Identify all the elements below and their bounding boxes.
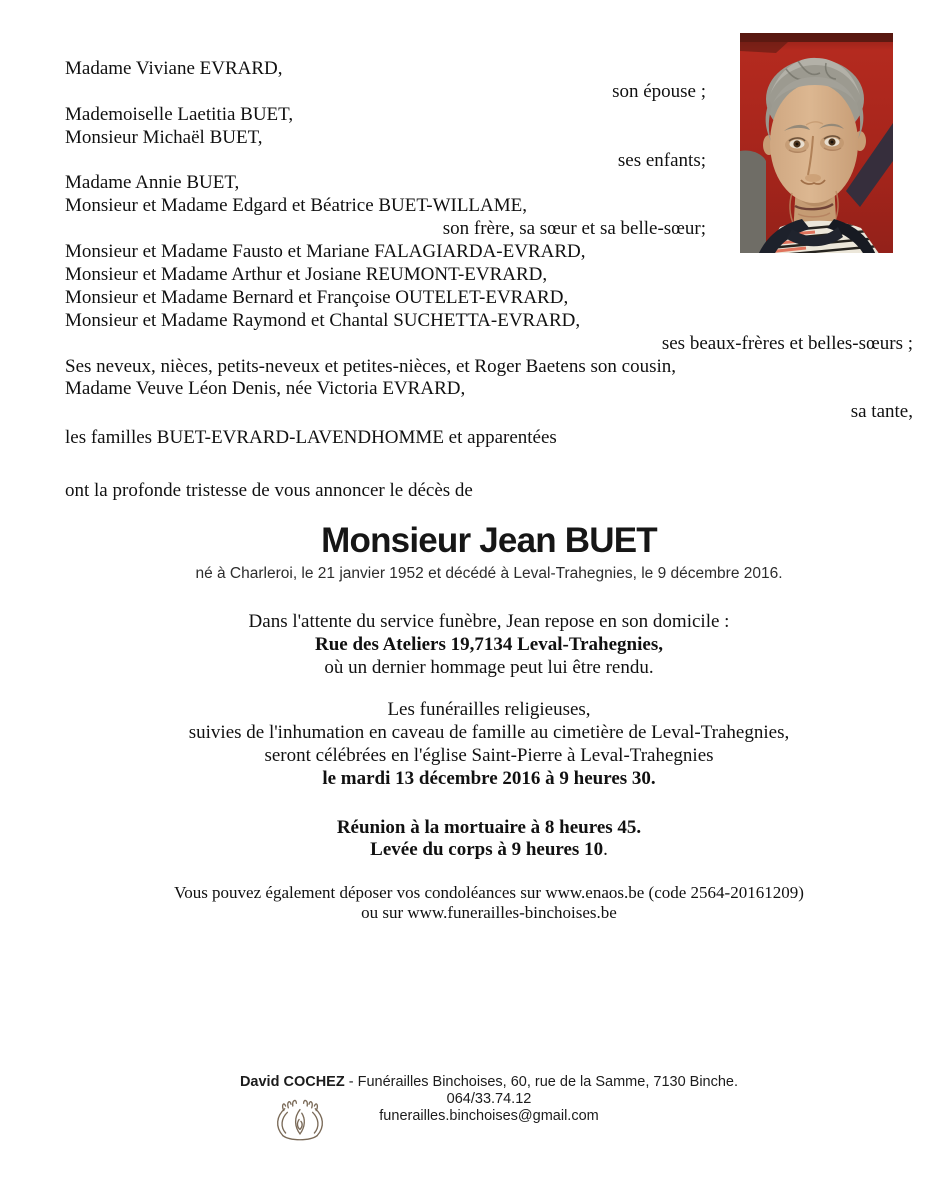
relation-label: ses enfants; xyxy=(617,149,706,171)
footer-phone: 064/33.74.12 xyxy=(446,1091,532,1108)
wake-line: Dans l'attente du service funèbre, Jean repose en son domicile : xyxy=(248,611,730,632)
family-line: Madame Viviane EVRARD, xyxy=(65,58,283,79)
family-line: Madame Annie BUET, xyxy=(65,172,240,194)
funeral-home-footer xyxy=(65,1074,913,1126)
footer-email: funerailles.binchoises@gmail.com xyxy=(379,1108,599,1125)
meeting-paragraph xyxy=(65,817,913,861)
family-line: Monsieur et Madame Bernard et Françoise OUTELET-EVRARD, xyxy=(65,286,569,308)
condolences-line: ou sur www.funerailles-binchoises.be xyxy=(361,903,617,923)
mourners-list xyxy=(65,58,913,424)
relation-label: son frère, sa sœur et sa belle-sœur; xyxy=(442,218,706,240)
footer-company-line: David COCHEZ - Funérailles Binchoises, 60, rue de la Samme, 7130 Binche. xyxy=(239,1074,739,1090)
condolences-line: Vous pouvez également déposer vos condoléances sur www.enaos.be (code 2564-20161209) xyxy=(174,883,804,902)
family-line: Mademoiselle Laetitia BUET, xyxy=(65,103,294,125)
funeral-paragraph xyxy=(65,698,913,790)
meeting-line: Levée du corps à 9 heures 10. xyxy=(370,838,608,860)
director-name: David COCHEZ xyxy=(239,1074,345,1090)
funeral-line: suivies de l'inhumation en caveau de famille au cimetière de Leval-Trahegnies, xyxy=(188,722,790,743)
deceased-life-dates: né à Charleroi, le 21 janvier 1952 et décédé à Leval-Trahegnies, le 9 décembre 2016. xyxy=(195,565,783,582)
condolences-paragraph xyxy=(65,883,913,924)
funeral-home-flame-logo-icon xyxy=(273,1097,327,1144)
funeral-line: seront célébrées en l'église Saint-Pierre à Leval-Trahegnies xyxy=(264,745,714,766)
wake-address: Rue des Ateliers 19,7134 Leval-Trahegnies, xyxy=(315,634,663,655)
deceased-name-title: Monsieur Jean BUET xyxy=(321,521,657,560)
family-line: Monsieur Michaël BUET, xyxy=(65,126,263,148)
funeral-date-line: le mardi 13 décembre 2016 à 9 heures 30. xyxy=(322,768,656,789)
announcement-line: ont la profonde tristesse de vous annoncer le décès de xyxy=(65,480,473,501)
relation-label: ses beaux-frères et belles-sœurs ; xyxy=(661,332,913,354)
relation-label: sa tante, xyxy=(850,401,913,423)
wake-line: où un dernier hommage peut lui être rendu. xyxy=(324,657,654,678)
family-line: Madame Veuve Léon Denis, née Victoria EVRARD, xyxy=(65,378,466,400)
relation-label: son épouse ; xyxy=(612,80,706,102)
meeting-line: Réunion à la mortuaire à 8 heures 45. xyxy=(336,817,642,838)
related-families-line: les familles BUET-EVRARD-LAVENDHOMME et apparentées xyxy=(65,427,557,448)
funeral-line: Les funérailles religieuses, xyxy=(387,699,591,720)
family-line: Ses neveux, nièces, petits-neveux et petites-nièces, et Roger Baetens son cousin, xyxy=(65,355,676,377)
wake-paragraph xyxy=(65,610,913,679)
family-line: Monsieur et Madame Edgard et Béatrice BUET-WILLAME, xyxy=(65,195,528,217)
family-line: Monsieur et Madame Fausto et Mariane FALAGIARDA-EVRARD, xyxy=(65,241,586,263)
family-line: Monsieur et Madame Arthur et Josiane REUMONT-EVRARD, xyxy=(65,264,548,286)
flame-hands-logo-graphic xyxy=(273,1097,327,1142)
family-line: Monsieur et Madame Raymond et Chantal SUCHETTA-EVRARD, xyxy=(65,309,581,331)
